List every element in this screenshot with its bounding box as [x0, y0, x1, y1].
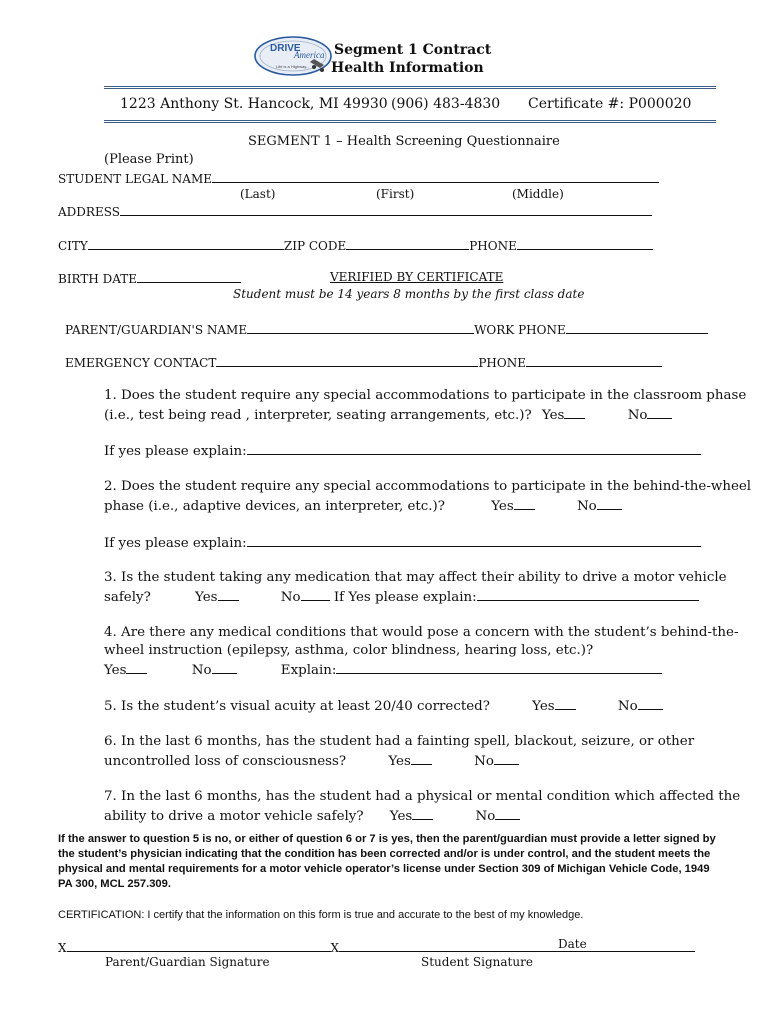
address-label: ADDRESS [58, 205, 120, 219]
student-name-field[interactable] [212, 170, 659, 183]
parent-x-mark: X [58, 941, 67, 955]
q2-no-label: No [576, 499, 597, 514]
physician-letter-notice: If the answer to question 5 is no, or either of question 6 or 7 is yes, then the parent/guardian must provide a letter signed by the student’s physician indicating that the condition has been corrected and/or is under control, and the student meets the physical and mental requirements for a motor vehicle operator’s license under Section 309 of Michigan Vehicle Code, 1949 PA 300, MCL 257.309. [58, 833, 716, 890]
q4-line1: 4. Are there any medical conditions that would pose a concern with the student’s behind-the- [104, 625, 739, 640]
name-part-first: (First) [376, 187, 415, 201]
student-name-label: STUDENT LEGAL NAME [58, 172, 213, 186]
emergency-contact-field[interactable] [216, 354, 478, 367]
q1-explain-field[interactable] [247, 442, 701, 455]
q4-line2: wheel instruction (epilepsy, asthma, color blindness, hearing loss, etc.)? [104, 643, 594, 658]
work-phone-label: WORK PHONE [474, 323, 566, 337]
q3-explain-field[interactable] [477, 588, 699, 601]
q1-no-field[interactable] [647, 406, 672, 419]
q4-line3-row [104, 661, 662, 678]
q1-yes-label: Yes [541, 408, 565, 423]
q3-line2-row [104, 588, 699, 605]
city-field[interactable] [88, 237, 284, 250]
header-title-line1: Segment 1 Contract [334, 42, 492, 58]
q5-row [104, 697, 663, 714]
q2-line1: 2. Does the student require any special accommodations to participate in the behind-the-wheel [104, 479, 752, 494]
q5-yes-field[interactable] [555, 697, 576, 710]
verified-by-certificate: VERIFIED BY CERTIFICATE [330, 270, 504, 284]
city-label: CITY [58, 239, 88, 253]
q3-no-label: No [280, 590, 301, 605]
certificate-number: Certificate #: P000020 [528, 96, 692, 112]
q1-explain-row [104, 442, 701, 459]
parent-row [65, 321, 708, 337]
q1-line2-row [104, 406, 672, 423]
birth-date-field[interactable] [137, 270, 241, 283]
q5-line1: 5. Is the student’s visual acuity at least 20/40 corrected? [104, 699, 490, 714]
header-top-rule [104, 86, 716, 89]
address-field[interactable] [120, 203, 652, 216]
q2-explain-field[interactable] [247, 534, 701, 547]
logo-text-script: America [294, 50, 325, 60]
q4-no-field[interactable] [212, 661, 237, 674]
q4-yes-field[interactable] [126, 661, 147, 674]
q3-line1: 3. Is the student taking any medication that may affect their ability to drive a motor vehicle [104, 570, 727, 585]
q6-no-label: No [474, 754, 494, 769]
q5-no-field[interactable] [638, 697, 663, 710]
q3-yes-label: Yes [195, 590, 218, 605]
q2-explain-label: If yes please explain: [104, 536, 247, 551]
q7-yes-field[interactable] [412, 807, 433, 820]
header-bottom-rule [104, 120, 716, 123]
zip-field[interactable] [346, 237, 469, 250]
date-label: Date [558, 937, 587, 951]
q1-no-label: No [627, 408, 648, 423]
q2-no-field[interactable] [597, 497, 622, 510]
emergency-phone-label: PHONE [478, 356, 526, 370]
q3-explain-label: If Yes please explain: [333, 590, 477, 605]
student-x-mark: X [330, 941, 340, 955]
q3-yes-field[interactable] [218, 588, 239, 601]
q2-explain-row [104, 534, 701, 551]
q4-explain-field[interactable] [336, 661, 662, 674]
name-part-middle: (Middle) [512, 187, 564, 201]
logo-text-top: DRIVE [270, 43, 301, 54]
q6-line2: uncontrolled loss of consciousness? [104, 754, 347, 769]
q2-line2-row [104, 497, 622, 514]
q7-yes-label: Yes [389, 809, 413, 824]
q6-yes-label: Yes [388, 754, 411, 769]
logo [252, 34, 332, 78]
q6-no-field[interactable] [494, 752, 519, 765]
parent-name-label: PARENT/GUARDIAN'S NAME [65, 323, 248, 337]
q5-no-label: No [617, 699, 638, 714]
certification-statement: CERTIFICATION: I certify that the information on this form is true and accurate to the best of my knowledge. [58, 909, 584, 921]
q7-line1: 7. In the last 6 months, has the student had a physical or mental condition which affected the [104, 789, 741, 804]
school-phone: (906) 483-4830 [391, 96, 501, 112]
q1-yes-field[interactable] [564, 406, 585, 419]
address-row [58, 203, 652, 219]
q1-line2: (i.e., test being read , interpreter, seating arrangements, etc.)? [104, 408, 532, 423]
birth-date-label: BIRTH DATE [58, 272, 138, 286]
q6-line2-row [104, 752, 519, 769]
q1-explain-label: If yes please explain: [104, 444, 247, 459]
school-address: 1223 Anthony St. Hancock, MI 49930 [120, 96, 388, 112]
q3-no-field[interactable] [301, 588, 330, 601]
student-signature-label: Student Signature [421, 955, 533, 969]
birth-date-row [58, 270, 241, 286]
logo-tagline: Life is a Highway... [276, 64, 310, 69]
q4-yes-label: Yes [104, 663, 127, 678]
q3-line2: safely? [104, 590, 151, 605]
parent-signature-field[interactable] [67, 939, 331, 952]
work-phone-field[interactable] [566, 321, 708, 334]
form-heading: SEGMENT 1 – Health Screening Questionnaire [248, 134, 560, 149]
q1-line1: 1. Does the student require any special accommodations to participate in the classroom phase [104, 388, 747, 403]
q7-line2: ability to drive a motor vehicle safely? [104, 809, 364, 824]
please-print: (Please Print) [104, 152, 194, 167]
emergency-row [65, 354, 662, 370]
q7-no-label: No [475, 809, 496, 824]
q2-yes-label: Yes [491, 499, 514, 514]
q7-line2-row [104, 807, 520, 824]
student-name-row [58, 170, 659, 186]
name-part-last: (Last) [240, 187, 276, 201]
emergency-phone-field[interactable] [526, 354, 662, 367]
q2-yes-field[interactable] [514, 497, 535, 510]
q7-no-field[interactable] [495, 807, 520, 820]
q6-yes-field[interactable] [411, 752, 432, 765]
q6-line1: 6. In the last 6 months, has the student had a fainting spell, blackout, seizure, or other [104, 734, 695, 749]
q2-line2: phase (i.e., adaptive devices, an interpreter, etc.)? [104, 499, 445, 514]
age-requirement-note: Student must be 14 years 8 months by the first class date [233, 287, 585, 301]
header-title-line2: Health Information [331, 60, 484, 76]
phone-field[interactable] [517, 237, 653, 250]
city-row [58, 237, 653, 253]
parent-name-field[interactable] [247, 321, 474, 334]
drive-america-logo-icon [252, 34, 334, 78]
q5-yes-label: Yes [532, 699, 555, 714]
emergency-contact-label: EMERGENCY CONTACT [65, 356, 217, 370]
student-signature-field[interactable] [339, 939, 695, 952]
q4-no-label: No [191, 663, 212, 678]
signature-row [58, 939, 695, 955]
zip-label: ZIP CODE [283, 239, 347, 253]
phone-label: PHONE [469, 239, 517, 253]
q4-explain-label: Explain: [280, 663, 337, 678]
parent-signature-label: Parent/Guardian Signature [105, 955, 270, 969]
